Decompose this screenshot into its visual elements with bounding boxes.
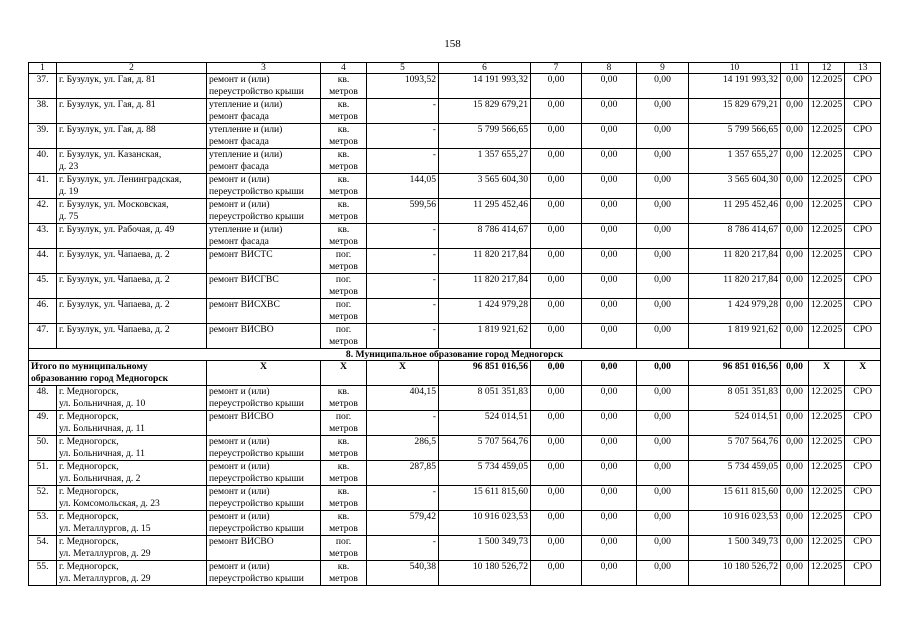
fund-8-cell: 0,00 [582, 324, 637, 349]
total-cost-cell: 5 799 566,65 [439, 124, 531, 149]
total-cost-cell: 96 851 016,56 [439, 361, 531, 386]
total-cost-cell: 524 014,51 [439, 411, 531, 436]
fund-8-cell: 0,00 [582, 99, 637, 124]
total-cost-cell: 11 295 452,46 [439, 199, 531, 224]
column-number-8: 8 [582, 63, 637, 74]
total-cost-cell: 1 819 921,62 [439, 324, 531, 349]
date-cell: 12.2025 [809, 99, 845, 124]
fund-10-cell: 11 295 452,46 [689, 199, 781, 224]
table-row [29, 224, 881, 249]
fund-8-cell: 0,00 [582, 386, 637, 411]
fund-8-cell: 0,00 [582, 436, 637, 461]
work-type-cell: утепление и (или) ремонт фасада [207, 149, 321, 174]
row-number: 40. [29, 149, 57, 174]
unit-cell: пог. метров [321, 411, 367, 436]
fund-11-cell: 0,00 [781, 486, 809, 511]
fund-11-cell: 0,00 [781, 149, 809, 174]
fund-7-cell: 0,00 [531, 536, 582, 561]
method-cell: СРО [845, 74, 881, 99]
total-col-3: X [207, 361, 321, 386]
work-type-cell: ремонт ВИСХВС [207, 299, 321, 324]
work-type-cell: ремонт ВИСВО [207, 536, 321, 561]
fund-8-cell: 0,00 [582, 299, 637, 324]
date-cell: 12.2025 [809, 299, 845, 324]
column-number-row [29, 63, 881, 74]
quantity-cell: - [367, 299, 439, 324]
date-cell: 12.2025 [809, 174, 845, 199]
unit-cell: пог. метров [321, 249, 367, 274]
date-cell: 12.2025 [809, 536, 845, 561]
address-cell: г. Медногорск, ул. Металлургов, д. 15 [57, 511, 207, 536]
fund-9-cell: 0,00 [637, 561, 689, 586]
quantity-cell: 599,56 [367, 199, 439, 224]
total-fund-9: 0,00 [637, 361, 689, 386]
unit-cell: кв. метров [321, 386, 367, 411]
fund-9-cell: 0,00 [637, 299, 689, 324]
fund-7-cell: 0,00 [531, 174, 582, 199]
fund-9-cell: 0,00 [637, 99, 689, 124]
total-cost-cell: 1 357 655,27 [439, 149, 531, 174]
quantity-cell: - [367, 324, 439, 349]
row-number: 43. [29, 224, 57, 249]
table-row [29, 249, 881, 274]
fund-9-cell: 0,00 [637, 149, 689, 174]
date-cell: 12.2025 [809, 461, 845, 486]
fund-11-cell: 0,00 [781, 99, 809, 124]
fund-10-cell: 5 707 564,76 [689, 436, 781, 461]
total-cost-cell: 10 916 023,53 [439, 511, 531, 536]
row-number: 47. [29, 324, 57, 349]
address-cell: г. Бузулук, ул. Чапаева, д. 2 [57, 274, 207, 299]
column-number-7: 7 [531, 63, 582, 74]
table-row [29, 486, 881, 511]
row-number: 55. [29, 561, 57, 586]
total-col-4: X [321, 361, 367, 386]
method-cell: СРО [845, 174, 881, 199]
work-type-cell: ремонт и (или) переустройство крыши [207, 199, 321, 224]
fund-11-cell: 0,00 [781, 436, 809, 461]
fund-11-cell: 0,00 [781, 249, 809, 274]
total-fund-10: 96 851 016,56 [689, 361, 781, 386]
table-row [29, 74, 881, 99]
row-number: 52. [29, 486, 57, 511]
date-cell: 12.2025 [809, 411, 845, 436]
table-row [29, 274, 881, 299]
method-cell: СРО [845, 461, 881, 486]
row-number: 50. [29, 436, 57, 461]
total-cost-cell: 11 820 217,84 [439, 249, 531, 274]
fund-9-cell: 0,00 [637, 536, 689, 561]
row-number: 38. [29, 99, 57, 124]
method-cell: СРО [845, 411, 881, 436]
date-cell: 12.2025 [809, 124, 845, 149]
column-number-3: 3 [207, 63, 321, 74]
fund-8-cell: 0,00 [582, 274, 637, 299]
fund-7-cell: 0,00 [531, 224, 582, 249]
fund-10-cell: 1 819 921,62 [689, 324, 781, 349]
method-cell: СРО [845, 386, 881, 411]
fund-7-cell: 0,00 [531, 199, 582, 224]
unit-cell: кв. метров [321, 149, 367, 174]
column-number-2: 2 [57, 63, 207, 74]
quantity-cell: - [367, 249, 439, 274]
date-cell: 12.2025 [809, 249, 845, 274]
unit-cell: пог. метров [321, 324, 367, 349]
fund-9-cell: 0,00 [637, 461, 689, 486]
date-cell: 12.2025 [809, 274, 845, 299]
quantity-cell: 1093,52 [367, 74, 439, 99]
total-label: Итого по муниципальному образованию город Медногорск [29, 361, 207, 386]
method-cell: СРО [845, 486, 881, 511]
fund-11-cell: 0,00 [781, 536, 809, 561]
fund-9-cell: 0,00 [637, 174, 689, 199]
fund-10-cell: 1 424 979,28 [689, 299, 781, 324]
fund-11-cell: 0,00 [781, 461, 809, 486]
fund-9-cell: 0,00 [637, 249, 689, 274]
fund-11-cell: 0,00 [781, 386, 809, 411]
fund-11-cell: 0,00 [781, 174, 809, 199]
quantity-cell: - [367, 274, 439, 299]
method-cell: СРО [845, 149, 881, 174]
table-row [29, 561, 881, 586]
unit-cell: кв. метров [321, 224, 367, 249]
total-cost-cell: 5 707 564,76 [439, 436, 531, 461]
method-cell: СРО [845, 436, 881, 461]
work-type-cell: ремонт и (или) переустройство крыши [207, 461, 321, 486]
fund-11-cell: 0,00 [781, 224, 809, 249]
work-type-cell: ремонт ВИСВО [207, 411, 321, 436]
address-cell: г. Бузулук, ул. Гая, д. 81 [57, 99, 207, 124]
table-row [29, 149, 881, 174]
fund-9-cell: 0,00 [637, 486, 689, 511]
address-cell: г. Бузулук, ул. Рабочая, д. 49 [57, 224, 207, 249]
fund-9-cell: 0,00 [637, 324, 689, 349]
fund-10-cell: 5 734 459,05 [689, 461, 781, 486]
column-number-12: 12 [809, 63, 845, 74]
fund-9-cell: 0,00 [637, 386, 689, 411]
unit-cell: кв. метров [321, 561, 367, 586]
total-fund-8: 0,00 [582, 361, 637, 386]
unit-cell: кв. метров [321, 74, 367, 99]
unit-cell: кв. метров [321, 99, 367, 124]
work-type-cell: утепление и (или) ремонт фасада [207, 124, 321, 149]
work-type-cell: ремонт и (или) переустройство крыши [207, 386, 321, 411]
address-cell: г. Медногорск, ул. Больничная, д. 11 [57, 411, 207, 436]
table-row [29, 536, 881, 561]
method-cell: СРО [845, 199, 881, 224]
municipal-total-row [29, 361, 881, 386]
table-row [29, 99, 881, 124]
fund-7-cell: 0,00 [531, 561, 582, 586]
method-cell: СРО [845, 274, 881, 299]
date-cell: 12.2025 [809, 224, 845, 249]
unit-cell: кв. метров [321, 124, 367, 149]
address-cell: г. Медногорск, ул. Металлургов, д. 29 [57, 536, 207, 561]
row-number: 42. [29, 199, 57, 224]
method-cell: СРО [845, 124, 881, 149]
fund-10-cell: 1 357 655,27 [689, 149, 781, 174]
fund-11-cell: 0,00 [781, 411, 809, 436]
fund-8-cell: 0,00 [582, 411, 637, 436]
fund-7-cell: 0,00 [531, 461, 582, 486]
work-type-cell: ремонт ВИСВО [207, 324, 321, 349]
fund-8-cell: 0,00 [582, 249, 637, 274]
quantity-cell: - [367, 536, 439, 561]
fund-10-cell: 8 786 414,67 [689, 224, 781, 249]
fund-9-cell: 0,00 [637, 274, 689, 299]
fund-11-cell: 0,00 [781, 299, 809, 324]
address-cell: г. Медногорск, ул. Комсомольская, д. 23 [57, 486, 207, 511]
quantity-cell: 286,5 [367, 436, 439, 461]
fund-7-cell: 0,00 [531, 274, 582, 299]
column-number-10: 10 [689, 63, 781, 74]
address-cell: г. Бузулук, ул. Гая, д. 81 [57, 74, 207, 99]
fund-7-cell: 0,00 [531, 486, 582, 511]
quantity-cell: 540,38 [367, 561, 439, 586]
quantity-cell: - [367, 411, 439, 436]
table-row [29, 124, 881, 149]
work-type-cell: ремонт и (или) переустройство крыши [207, 486, 321, 511]
column-number-9: 9 [637, 63, 689, 74]
table-row [29, 511, 881, 536]
unit-cell: кв. метров [321, 486, 367, 511]
fund-7-cell: 0,00 [531, 511, 582, 536]
total-cost-cell: 8 786 414,67 [439, 224, 531, 249]
table-row [29, 411, 881, 436]
work-type-cell: ремонт ВИСГВС [207, 274, 321, 299]
fund-8-cell: 0,00 [582, 74, 637, 99]
fund-8-cell: 0,00 [582, 561, 637, 586]
total-cost-cell: 1 424 979,28 [439, 299, 531, 324]
date-cell: 12.2025 [809, 511, 845, 536]
capital-repair-table [28, 62, 881, 586]
fund-9-cell: 0,00 [637, 411, 689, 436]
row-number: 49. [29, 411, 57, 436]
address-cell: г. Медногорск, ул. Больничная, д. 11 [57, 436, 207, 461]
unit-cell: пог. метров [321, 536, 367, 561]
fund-11-cell: 0,00 [781, 511, 809, 536]
work-type-cell: ремонт и (или) переустройство крыши [207, 436, 321, 461]
address-cell: г. Бузулук, ул. Чапаева, д. 2 [57, 324, 207, 349]
address-cell: г. Бузулук, ул. Ленинградская, д. 19 [57, 174, 207, 199]
fund-7-cell: 0,00 [531, 99, 582, 124]
date-cell: 12.2025 [809, 324, 845, 349]
work-type-cell: ремонт и (или) переустройство крыши [207, 561, 321, 586]
fund-8-cell: 0,00 [582, 124, 637, 149]
fund-10-cell: 10 916 023,53 [689, 511, 781, 536]
row-number: 51. [29, 461, 57, 486]
unit-cell: пог. метров [321, 274, 367, 299]
table-row [29, 199, 881, 224]
column-number-4: 4 [321, 63, 367, 74]
column-number-13: 13 [845, 63, 881, 74]
fund-7-cell: 0,00 [531, 324, 582, 349]
fund-10-cell: 5 799 566,65 [689, 124, 781, 149]
quantity-cell: 404,15 [367, 386, 439, 411]
date-cell: 12.2025 [809, 386, 845, 411]
address-cell: г. Бузулук, ул. Чапаева, д. 2 [57, 249, 207, 274]
table-row [29, 436, 881, 461]
page-number: 158 [444, 38, 461, 50]
fund-8-cell: 0,00 [582, 486, 637, 511]
work-type-cell: ремонт и (или) переустройство крыши [207, 511, 321, 536]
fund-7-cell: 0,00 [531, 149, 582, 174]
method-cell: СРО [845, 224, 881, 249]
section-title: 8. Муниципальное образование город Медногорск [29, 349, 881, 361]
column-number-1: 1 [29, 63, 57, 74]
column-number-5: 5 [367, 63, 439, 74]
row-number: 44. [29, 249, 57, 274]
fund-11-cell: 0,00 [781, 274, 809, 299]
fund-11-cell: 0,00 [781, 124, 809, 149]
fund-8-cell: 0,00 [582, 174, 637, 199]
method-cell: СРО [845, 99, 881, 124]
total-cost-cell: 10 180 526,72 [439, 561, 531, 586]
unit-cell: кв. метров [321, 174, 367, 199]
quantity-cell: - [367, 99, 439, 124]
address-cell: г. Бузулук, ул. Чапаева, д. 2 [57, 299, 207, 324]
address-cell: г. Бузулук, ул. Гая, д. 88 [57, 124, 207, 149]
quantity-cell: - [367, 124, 439, 149]
fund-9-cell: 0,00 [637, 436, 689, 461]
fund-10-cell: 11 820 217,84 [689, 274, 781, 299]
fund-7-cell: 0,00 [531, 124, 582, 149]
address-cell: г. Медногорск, ул. Больничная, д. 2 [57, 461, 207, 486]
method-cell: СРО [845, 561, 881, 586]
fund-8-cell: 0,00 [582, 224, 637, 249]
method-cell: СРО [845, 536, 881, 561]
work-type-cell: утепление и (или) ремонт фасада [207, 99, 321, 124]
row-number: 41. [29, 174, 57, 199]
fund-8-cell: 0,00 [582, 199, 637, 224]
address-cell: г. Бузулук, ул. Московская, д. 75 [57, 199, 207, 224]
fund-10-cell: 15 611 815,60 [689, 486, 781, 511]
method-cell: СРО [845, 324, 881, 349]
column-number-11: 11 [781, 63, 809, 74]
quantity-cell: 144,05 [367, 174, 439, 199]
fund-10-cell: 8 051 351,83 [689, 386, 781, 411]
method-cell: СРО [845, 511, 881, 536]
work-type-cell: ремонт ВИСТС [207, 249, 321, 274]
total-cost-cell: 5 734 459,05 [439, 461, 531, 486]
fund-7-cell: 0,00 [531, 299, 582, 324]
row-number: 46. [29, 299, 57, 324]
work-type-cell: ремонт и (или) переустройство крыши [207, 74, 321, 99]
fund-8-cell: 0,00 [582, 536, 637, 561]
fund-10-cell: 10 180 526,72 [689, 561, 781, 586]
row-number: 45. [29, 274, 57, 299]
address-cell: г. Медногорск, ул. Больничная, д. 10 [57, 386, 207, 411]
unit-cell: кв. метров [321, 511, 367, 536]
fund-7-cell: 0,00 [531, 386, 582, 411]
quantity-cell: 287,85 [367, 461, 439, 486]
table-row [29, 386, 881, 411]
date-cell: 12.2025 [809, 199, 845, 224]
total-cost-cell: 15 829 679,21 [439, 99, 531, 124]
address-cell: г. Бузулук, ул. Казанская, д. 23 [57, 149, 207, 174]
fund-11-cell: 0,00 [781, 324, 809, 349]
fund-7-cell: 0,00 [531, 249, 582, 274]
row-number: 39. [29, 124, 57, 149]
row-number: 37. [29, 74, 57, 99]
fund-11-cell: 0,00 [781, 74, 809, 99]
total-cost-cell: 3 565 604,30 [439, 174, 531, 199]
unit-cell: пог. метров [321, 299, 367, 324]
fund-9-cell: 0,00 [637, 199, 689, 224]
fund-10-cell: 11 820 217,84 [689, 249, 781, 274]
fund-10-cell: 3 565 604,30 [689, 174, 781, 199]
fund-9-cell: 0,00 [637, 224, 689, 249]
fund-8-cell: 0,00 [582, 149, 637, 174]
date-cell: 12.2025 [809, 149, 845, 174]
table-row [29, 461, 881, 486]
fund-11-cell: 0,00 [781, 199, 809, 224]
fund-10-cell: 1 500 349,73 [689, 536, 781, 561]
date-cell: 12.2025 [809, 74, 845, 99]
fund-9-cell: 0,00 [637, 124, 689, 149]
total-cost-cell: 1 500 349,73 [439, 536, 531, 561]
total-col-12: X [809, 361, 845, 386]
row-number: 53. [29, 511, 57, 536]
quantity-cell: - [367, 224, 439, 249]
fund-9-cell: 0,00 [637, 511, 689, 536]
work-type-cell: утепление и (или) ремонт фасада [207, 224, 321, 249]
date-cell: 12.2025 [809, 561, 845, 586]
fund-8-cell: 0,00 [582, 511, 637, 536]
fund-10-cell: 14 191 993,32 [689, 74, 781, 99]
table-row [29, 299, 881, 324]
fund-7-cell: 0,00 [531, 74, 582, 99]
total-fund-11: 0,00 [781, 361, 809, 386]
total-cost-cell: 8 051 351,83 [439, 386, 531, 411]
address-cell: г. Медногорск, ул. Металлургов, д. 29 [57, 561, 207, 586]
column-number-6: 6 [439, 63, 531, 74]
total-cost-cell: 14 191 993,32 [439, 74, 531, 99]
date-cell: 12.2025 [809, 436, 845, 461]
quantity-cell: - [367, 486, 439, 511]
fund-7-cell: 0,00 [531, 436, 582, 461]
unit-cell: кв. метров [321, 461, 367, 486]
unit-cell: кв. метров [321, 199, 367, 224]
fund-9-cell: 0,00 [637, 74, 689, 99]
total-cost-cell: 11 820 217,84 [439, 274, 531, 299]
work-type-cell: ремонт и (или) переустройство крыши [207, 174, 321, 199]
row-number: 48. [29, 386, 57, 411]
quantity-cell: - [367, 149, 439, 174]
fund-10-cell: 524 014,51 [689, 411, 781, 436]
total-col-13: X [845, 361, 881, 386]
table-row [29, 324, 881, 349]
quantity-cell: 579,42 [367, 511, 439, 536]
table-row [29, 174, 881, 199]
date-cell: 12.2025 [809, 486, 845, 511]
fund-10-cell: 15 829 679,21 [689, 99, 781, 124]
fund-11-cell: 0,00 [781, 561, 809, 586]
unit-cell: кв. метров [321, 436, 367, 461]
fund-8-cell: 0,00 [582, 461, 637, 486]
fund-7-cell: 0,00 [531, 411, 582, 436]
total-col-5: X [367, 361, 439, 386]
total-fund-7: 0,00 [531, 361, 582, 386]
method-cell: СРО [845, 249, 881, 274]
section-heading-row [29, 349, 881, 361]
row-number: 54. [29, 536, 57, 561]
total-cost-cell: 15 611 815,60 [439, 486, 531, 511]
method-cell: СРО [845, 299, 881, 324]
